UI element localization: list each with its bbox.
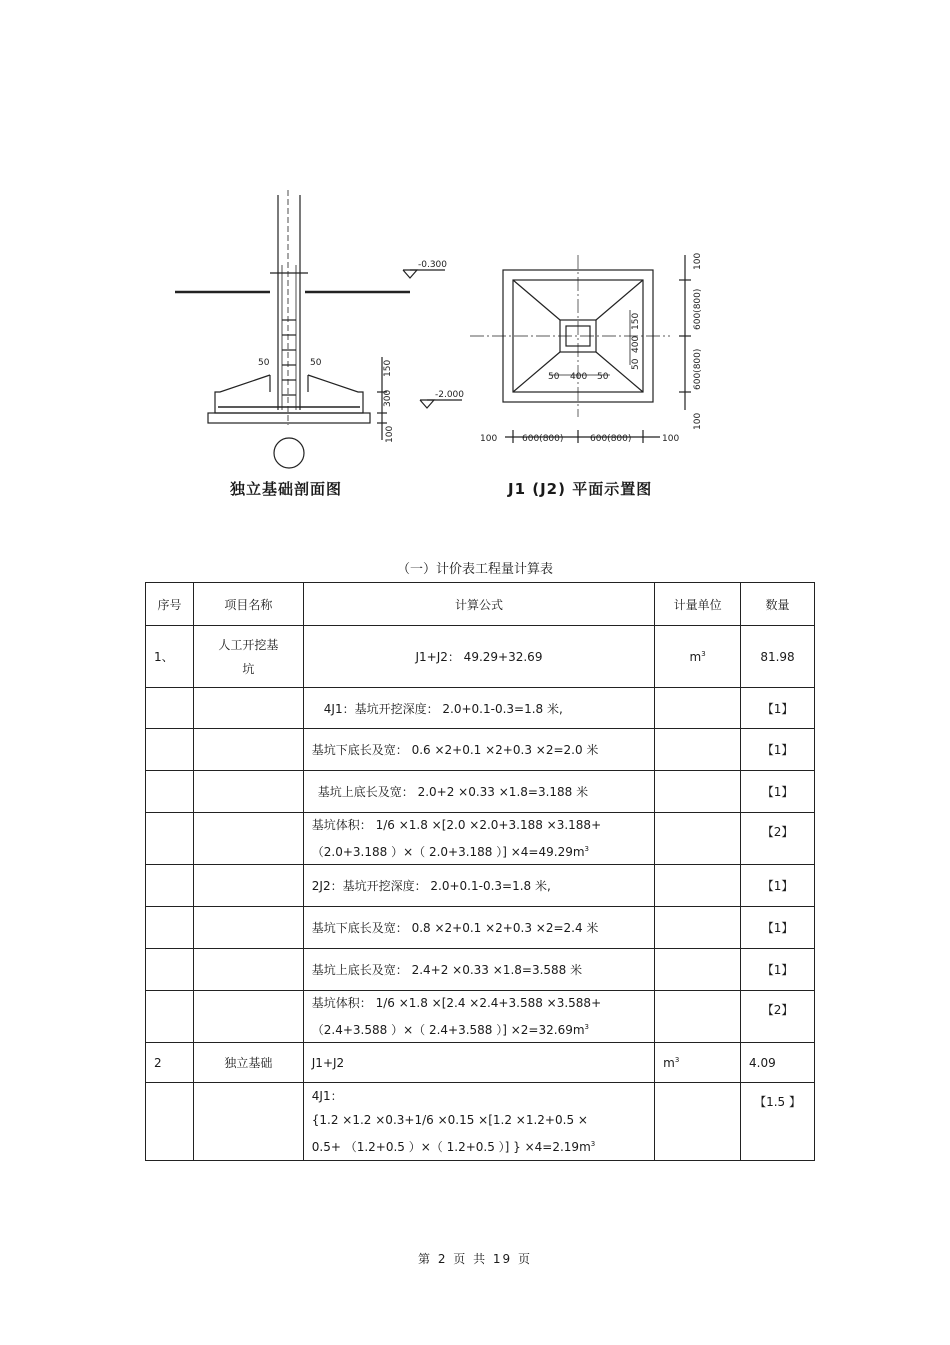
row-qty: 81.98 bbox=[741, 626, 815, 688]
formula-power: 3 bbox=[584, 1023, 590, 1031]
row-qty: 【1】 bbox=[741, 949, 815, 991]
quantity-calc-table bbox=[145, 582, 815, 1161]
row-qty: 【1】 bbox=[741, 771, 815, 813]
formula-line1: 4J1： bbox=[311, 1089, 343, 1103]
table-row bbox=[146, 729, 815, 771]
level-bottom-label: -2.000 bbox=[435, 390, 465, 400]
header-unit: 计量单位 bbox=[655, 583, 741, 626]
row-formula bbox=[303, 991, 654, 1043]
plan-v-50: 50 bbox=[631, 358, 641, 370]
row-formula bbox=[303, 1083, 654, 1161]
header-formula: 计算公式 bbox=[303, 583, 654, 626]
plan-v-100-bottom: 100 bbox=[693, 412, 703, 430]
plan-dim-600-800-b: 600(800) bbox=[590, 434, 632, 444]
formula-line1: 基坑体积： 1/6 ×1.8 ×[2.0 ×2.0+3.188 ×3.188+ bbox=[311, 818, 602, 832]
formula-line3: 0.5+ （1.2+0.5 ）×（ 1.2+0.5 ）] } $\times 4=2.19m^3$ bbox=[311, 1140, 596, 1154]
plan-caption: J1 (J2) 平面示置图 bbox=[508, 480, 653, 498]
unit-power: 3 bbox=[674, 1055, 680, 1064]
unit-symbol: m bbox=[689, 649, 702, 664]
header-name: 项目名称 bbox=[193, 583, 303, 626]
plan-v-400: 400 bbox=[631, 335, 641, 353]
table-row bbox=[146, 991, 815, 1043]
plan-dim-400: 400 bbox=[570, 372, 588, 382]
formula-power: 3 bbox=[590, 1140, 596, 1148]
unit-power: 3 bbox=[701, 649, 706, 658]
row-name bbox=[193, 626, 303, 688]
row-formula: 基坑上底长及宽： 2.0+2 ×0.33 ×1.8=3.188 米 bbox=[303, 771, 654, 813]
section-caption: 独立基础剖面图 bbox=[230, 480, 343, 498]
header-qty: 数量 bbox=[741, 583, 815, 626]
table-title: （一）计价表工程量计算表 bbox=[396, 562, 553, 577]
row-qty: 【1】 bbox=[741, 729, 815, 771]
row-formula: 基坑下底长及宽： 0.6 ×2+0.1 ×2+0.3 ×2=2.0 米 bbox=[303, 729, 654, 771]
page-footer: 第 2 页 共 19 页 bbox=[418, 1252, 532, 1266]
formula-power: 3 bbox=[584, 845, 590, 853]
row-formula: 2J2：基坑开挖深度： 2.0+0.1-0.3=1.8 米, bbox=[303, 865, 654, 907]
table-row bbox=[146, 907, 815, 949]
row-unit bbox=[655, 1043, 741, 1083]
row-qty: 【1】 bbox=[741, 907, 815, 949]
plan-dim-50-b: 50 bbox=[597, 372, 609, 382]
dim-100: 100 bbox=[385, 425, 395, 443]
table-row bbox=[146, 949, 815, 991]
row-qty: 【2】 bbox=[741, 991, 815, 1043]
plan-dim-50-a: 50 bbox=[548, 372, 560, 382]
formula-line1: 基坑体积： 1/6 ×1.8 ×[2.4 ×2.4+3.588 ×3.588+ bbox=[311, 996, 602, 1010]
plan-dim-100-right: 100 bbox=[662, 434, 680, 444]
dim-300: 300 bbox=[383, 389, 393, 407]
plan-v-600-800-a: 600(800) bbox=[693, 288, 703, 330]
row-name: 独立基础 bbox=[193, 1043, 303, 1083]
row-formula: 4J1：基坑开挖深度： 2.0+0.1-0.3=1.8 米, bbox=[303, 688, 654, 729]
row-qty: 【1.5 】 bbox=[741, 1083, 815, 1161]
row-no: 2 bbox=[146, 1043, 194, 1083]
row-name-line1: 人工开挖基 bbox=[218, 637, 279, 652]
row-name-line2: 坑 bbox=[242, 661, 255, 676]
section-drawing bbox=[175, 190, 465, 468]
table-row bbox=[146, 771, 815, 813]
header-no: 序号 bbox=[146, 583, 194, 626]
plan-dim-600-800-a: 600(800) bbox=[522, 434, 564, 444]
row-no: 1、 bbox=[146, 626, 194, 688]
table-row bbox=[146, 1043, 815, 1083]
dim-right-50: 50 bbox=[310, 358, 322, 368]
row-formula: 基坑下底长及宽： 0.8 ×2+0.1 ×2+0.3 ×2=2.4 米 bbox=[303, 907, 654, 949]
formula-line2: （2.0+3.188 ）×（ 2.0+3.188 ）] $\times 4=49.29m^3$ bbox=[311, 845, 590, 859]
row-qty: 4.09 bbox=[741, 1043, 815, 1083]
plan-drawing bbox=[470, 255, 691, 443]
formula-line2: {1.2 ×1.2 ×0.3+1/6 ×0.15 ×[1.2 ×1.2+0.5 × bbox=[311, 1113, 588, 1127]
row-qty: 【2】 bbox=[741, 813, 815, 865]
plan-v-100-top: 100 bbox=[693, 252, 703, 270]
plan-v-150: 150 bbox=[631, 312, 641, 330]
dim-150: 150 bbox=[383, 359, 393, 377]
table-row bbox=[146, 688, 815, 729]
row-formula: J1+J2： 49.29+32.69 bbox=[303, 626, 654, 688]
row-formula: J1+J2 bbox=[303, 1043, 654, 1083]
row-formula: 基坑上底长及宽： 2.4+2 ×0.33 ×1.8=3.588 米 bbox=[303, 949, 654, 991]
unit-symbol: m bbox=[663, 1055, 675, 1070]
table-row bbox=[146, 626, 815, 688]
foundation-drawings bbox=[170, 185, 730, 515]
row-formula bbox=[303, 813, 654, 865]
dim-left-50: 50 bbox=[258, 358, 270, 368]
table-row bbox=[146, 1083, 815, 1161]
plan-v-600-800-b: 600(800) bbox=[693, 348, 703, 390]
row-unit bbox=[655, 626, 741, 688]
table-row bbox=[146, 865, 815, 907]
table-row bbox=[146, 813, 815, 865]
formula-line2: （2.4+3.588 ）×（ 2.4+3.588 ）] $\times 2=32.69m^3$ bbox=[311, 1023, 590, 1037]
row-qty: 【1】 bbox=[741, 865, 815, 907]
row-qty: 【1】 bbox=[741, 688, 815, 729]
table-header-row bbox=[146, 583, 815, 626]
plan-dim-100-left: 100 bbox=[480, 434, 498, 444]
level-top-label: -0.300 bbox=[418, 260, 448, 270]
